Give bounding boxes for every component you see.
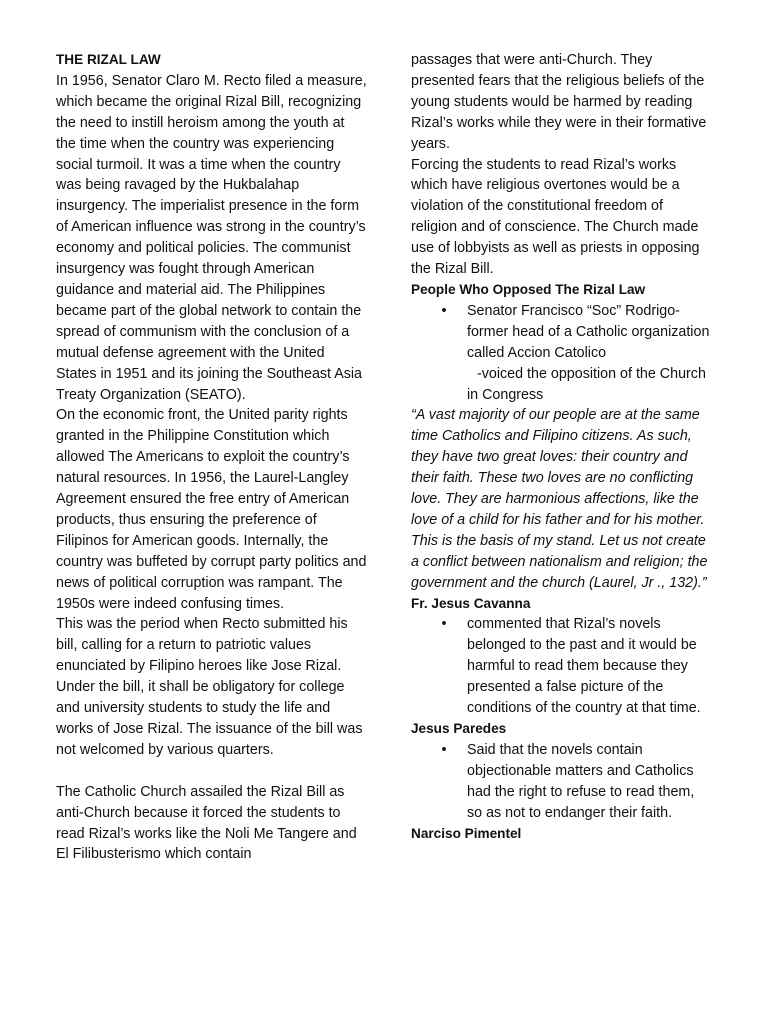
document-title: THE RIZAL LAW [56, 52, 161, 67]
left-column [56, 50, 368, 865]
list-item [411, 740, 711, 824]
list-item [411, 614, 711, 719]
list-item [411, 301, 711, 364]
paragraph-catholic-church: The Catholic Church assailed the Rizal Bill as anti-Church because it forced the students to read Rizal’s works like the Noli Me Tangere and El Filibusterismo which contain [56, 783, 357, 863]
rodrigo-bullet-list [411, 301, 711, 406]
paredes-comment: Said that the novels contain objectionable matters and Catholics had the right to refuse to read them, so as not to endanger their faith. [467, 741, 695, 821]
rodrigo-description: Senator Francisco “Soc” Rodrigo- former head of a Catholic organization called Accion Catolico [467, 302, 710, 361]
paragraph-anti-church-passages: passages that were anti-Church. They presented fears that the religious beliefs of the young students would be harmed by reading Rizal’s works while they were in their formative years. [411, 52, 707, 152]
cavanna-bullet-list [411, 614, 711, 719]
person-name-cavanna: Fr. Jesus Cavanna [411, 595, 531, 611]
bullet-icon: • [441, 616, 447, 633]
list-item [411, 364, 711, 406]
right-column [411, 50, 711, 844]
paragraph-spacer [56, 761, 368, 782]
paragraph-constitutional-freedom: Forcing the students to read Rizal’s works which have religious overtones would be a violation of the constitutional freedom of religion and of conscience. The Church made use of lobbyists as well as priests in opposing the Rizal Bill. [411, 156, 700, 278]
rodrigo-opposition-note: -voiced the opposition of the Church in Congress [467, 365, 706, 403]
bullet-icon: • [441, 302, 447, 319]
section-heading-opponents: People Who Opposed The Rizal Law [411, 281, 646, 297]
person-name-pimentel: Narciso Pimentel [411, 825, 522, 841]
rodrigo-quote: “A vast majority of our people are at the same time Catholics and Filipino citizens. As such, they have two great loves: their country and their faith. These two loves are no conflicting love. They are harmonious affections, like the love of a child for his father and for his mother. This is the basis of my stand. Let us not create a conflict between nationalism and religion; the government and the church (Laurel, Jr ., 132).” [411, 407, 708, 591]
paragraph-recto-bill: In 1956, Senator Claro M. Recto filed a measure, which became the original Rizal Bill, recognizing the need to instill heroism among the youth at the time when the country was experiencing social turmoil. It was a time when the country was being ravaged by the Hukbalahap insurgency. The imperialist presence in the form of American influence was strong in the country’s economy and political policies. The communist insurgency was fought through American guidance and material aid. The Philippines became part of the global network to contain the spread of communism with the conclusion of a mutual defense agreement with the United States in 1951 and its joining the Southeast Asia Treaty Organization (SEATO). [56, 72, 367, 403]
person-name-paredes: Jesus Paredes [411, 721, 507, 736]
paragraph-economic-front: On the economic front, the United parity rights granted in the Philippine Constitution which allowed The Americans to exploit the country’s natural resources. In 1956, the Laurel-Langley Agreement ensured the free entry of American products, thus ensuring the preference of Filipinos for American goods. Internally, the country was buffeted by corrupt party politics and news of political corruption was rampant. The 1950s were indeed confusing times. [56, 407, 367, 612]
paragraph-recto-submission: This was the period when Recto submitted his bill, calling for a return to patriotic values enunciated by Filipino heroes like Jose Rizal. Under the bill, it shall be obligatory for college and university students to study the life and works of Jose Rizal. The issuance of the bill was not welcomed by various quarters. [56, 616, 363, 758]
bullet-icon: • [441, 741, 447, 758]
cavanna-comment: commented that Rizal’s novels belonged to the past and it would be harmful to read them because they presented a false picture of the conditions of the country at that time. [467, 616, 701, 717]
paredes-bullet-list [411, 740, 711, 824]
